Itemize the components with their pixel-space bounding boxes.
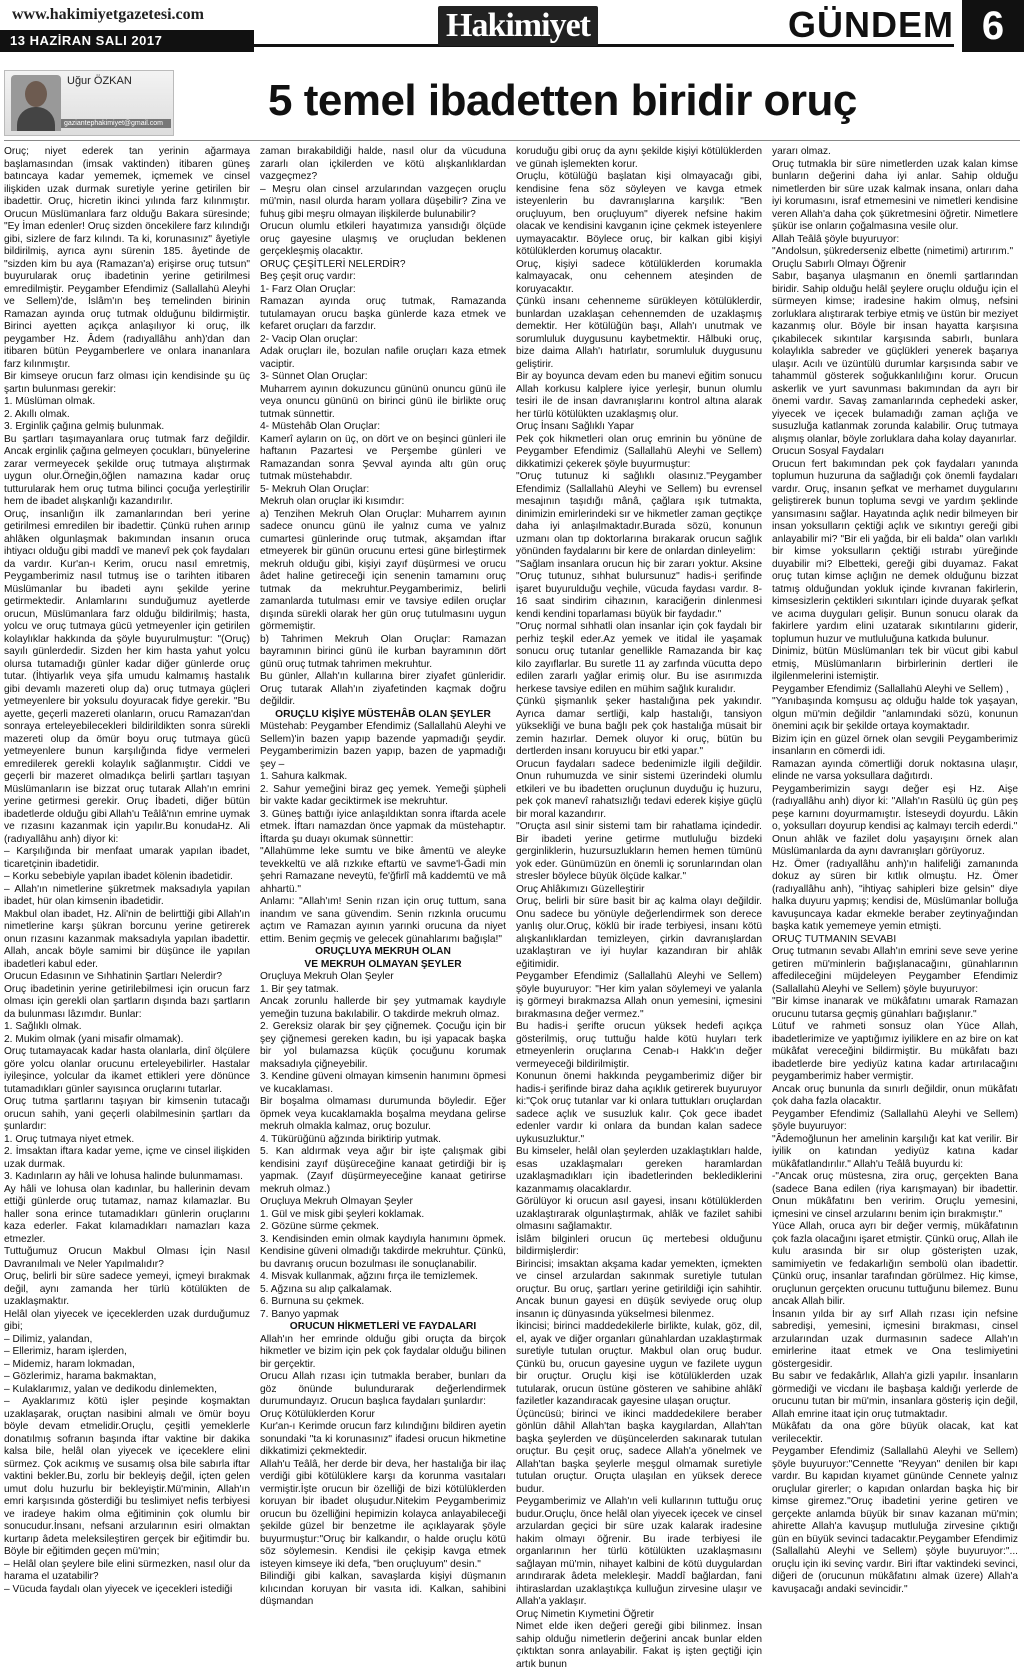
paragraph: ORUÇ TUTMANIN SEVABI	[772, 933, 897, 945]
paragraph: ORUCUN HİKMETLERİ VE FAYDALARI	[289, 1321, 477, 1332]
paragraph: "Sağlam insanlara orucun hiç bir zararı yoktur. Aksine "Oruç tutunuz, sıhhat bulursunuz" hadis-i şerifinde işaret buyurulduğu veçhile, vücuda faydası vardır. 8-16 saat sindirim cihazının, karaciğerin dinlenmesi kendi kendini toparlaması büyük bir faydadır."	[516, 558, 762, 620]
paragraph: Üçüncüsü; birinci ve ikinci maddedekilere beraber gönlün dâhil Allah'tan başka kaygılardan, Allah'tan başka şeylerden ve düşüncelerden sakınarak tutulan oruçtur. Bu çeşit oruç, sadece Allah'a yönelmek ve Allah'tan başka şeylerle meşgul olmamak suretiyle tutulan oruçtur. Oruçta ulaşılan en yüksek derece budur.	[516, 1408, 762, 1495]
paragraph: Orucun Edasının ve Sıhhatinin Şartları Nelerdir?	[4, 971, 223, 982]
paragraph: Orucun faydaları sadece bedenimizle ilgili değildir. Onun ruhumuzda ve sinir sistemi üzerindeki olumlu etkileri ve bu ibadetten oruçlunun duyduğu iç huzuru, pek çok manevî rahatsızlığı tedavi ederek kişiye güçlü bir moral kazandırır.	[516, 758, 762, 820]
article-body	[4, 146, 1020, 1670]
paragraph: 1. Oruç tutmaya niyet etmek.	[4, 1133, 135, 1145]
paragraph: Oruç Kötülüklerden Korur	[260, 1408, 375, 1420]
website-url[interactable]: www.hakimiyetgazetesi.com	[12, 6, 204, 23]
paragraph: 2. İmsaktan iftara kadar yeme, içme ve cinsel ilişkiden uzak durmak.	[4, 1146, 250, 1170]
paragraph: Ramazan ayında oruç tutmak, Ramazanda tutulamayan orucu başka günlerde kaza etmek ve kefaret oruçları da farzdır.	[260, 296, 506, 332]
author-name: Uğur ÖZKAN	[67, 75, 132, 87]
paragraph: 5. Ağzına su alıp çalkalamak.	[260, 1283, 392, 1295]
paragraph: Bir kimseye orucun farz olması için kendisinde şu üç şartın bulunması gerekir:	[4, 371, 250, 395]
paragraph: – Helâl olan şeylere bile elini sürmezken, nasıl olur da harama el uzatabilir?	[4, 1558, 250, 1582]
paragraph: 2. Akıllı olmak.	[4, 408, 70, 420]
paragraph: Hz. Ömer (radıyallâhu anh)'ın halifeliği zamanında dokuz ay süren bir kıtlık olmuştu. Hz. Ömer (radıyallâhu anh), "ihtiyaç sahipleri bize gelsin" diye halka duyuru yapmış; kendisi de, Müslümanlar bolluğa kavuşuncaya kadar ekmekle beraber zeytinyağından başka katık yememeye yemin etmişti.	[772, 858, 1018, 932]
paragraph: Oruç, belirli bir süre sadece yemeyi, içmeyi bırakmak değil, aynı zamanda her türlü kötülükten de uzaklaşmaktır.	[4, 1271, 250, 1307]
paragraph: Bir ay boyunca devam eden bu manevi eğitim sonucu Allah korkusu kalplere iyice yerleşir, bunun olumlu tesiri ile de insan davranışlarını kontrol altına alarak her türlü kötülükten uzaklaşmış olur.	[516, 371, 762, 420]
paragraph: Onun ahlâk ve fazilet dolu yaşayışını örnek alan Müslümanlarda da aynı davranışları görüyoruz.	[772, 833, 1018, 857]
paragraph: Oruç tutmakla bir süre nimetlerden uzak kalan kimse bunların değerini daha iyi anlar. Sahip olduğu nimetlerden bir süre uzak kalmak insana, onları daha iyi korumasını, israf etmemesini ve nimetleri kendisine veren Allah'a daha çok şükretmesini öğretir. Nimetlere şükür ise onların çoğalmasına vesile olur.	[772, 158, 1018, 232]
article-column-1	[4, 146, 250, 1660]
paragraph: Yüce Allah, oruca ayrı bir değer vermiş, mükâfatının çok fazla olacağını işaret etmiştir. Çünkü oruç, Allah ile kulu arasında bir sır olup gösterişten uzak, samimiyetin ve fedakarlığın sembolü olan ibadettir. Çünkü oruç, insanlar tarafından görülmez. Hiç kimse, oruçlunun gerçekten orucunu tuttuğunu bilemez. Bunu ancak Allah bilir.	[772, 1221, 1018, 1307]
paragraph: Birincisi; imsaktan akşama kadar yemekten, içmekten ve cinsel arzulardan sakınmak suretiyle tutulan oruçtur. Bu oruç, şartları yerine getirildiği için sahihtir. Ancak bunun gayesi en düşük seviyede oruç olup insanın iç dünyasında yükselmesi bilenmez.	[516, 1258, 762, 1320]
paragraph: 2. Mukim olmak (yani misafir olmamak).	[4, 1033, 184, 1045]
paragraph: İslâm bilginleri orucun üç mertebesi olduğunu bildirmişlerdir:	[516, 1233, 762, 1257]
paragraph: Ancak oruç bununla da sınırlı değildir, onun mükâfatı çok daha fazla olacaktır.	[772, 1083, 1018, 1107]
paragraph: 1. Müslüman olmak.	[4, 396, 96, 407]
section-name: GÜNDEM	[788, 4, 954, 45]
paragraph: Oruç Ahlâkımızı Güzelleştirir	[516, 883, 645, 895]
paragraph: 3. Kendine güveni olmayan kimsenin hanımını öpmesi ve kucaklaması.	[260, 1071, 506, 1095]
paragraph: Mükâfatı da ona göre büyük olacak, kat kat verilecektir.	[772, 1421, 1018, 1445]
paragraph: Orucu Allah rızası için tutmakla beraber, bunları da göz önünde bulundurarak değerlendirmek durumundayız. Orucun başlıca faydaları şunlardır:	[260, 1371, 506, 1407]
paragraph: Konunun önemi hakkında peygamberimiz diğer bir hadis-i şerifinde biraz daha açıklık getirerek buyuruyor ki:"Çok oruç tutanlar var ki onlara tuttukları oruçlardan sadece açlık ve susuzluk kalır. Çok gece ibadet edenler vardır ki onlara da bundan kalan sadece uykusuzluktur."	[516, 1071, 762, 1145]
title-divider	[4, 140, 1020, 141]
paragraph: a) Tenzihen Mekruh Olan Oruçlar: Muharrem ayının sadece onuncu günü ile yalnız cuma ve yalnız cumartesi günlerinde oruç tutmak, akşamdan iftar etmeyerek bir günün orucunu ertesi güne birleştirmek mekruh olduğu gibi, kişiyi zayıf düşürmesi ve orucu âdet haline getireceği için senenin tamamını oruç tutmak da mekruhtur.Peygamberimiz, belirli zamanlarda tutulması emir ve tavsiye edilen oruçlar dışında sürekli olarak her gün oruç tutulmasını uygun görmemiştir.	[260, 508, 506, 632]
paragraph: Peygamberimizin saygı değer eşi Hz. Aişe (radıyallâhu anh) diyor ki: "Allah'ın Rasülü üç gün peş peşe karnını doyurmamıştır. İsteseydi doyurdu. Lâkin o, yoksulları doyurup kendisi aç kalmayı tercih ederdi."	[772, 783, 1018, 832]
paragraph: Müstehab: Peygamber Efendimiz (Sallallahü Aleyhi ve Sellem)'in bazen yapıp bazende yapmadığı şeydir. Peygamberimizin bazen yapıp, bazen de yapmadığı şey –	[260, 721, 506, 770]
paragraph: Tuttuğumuz Orucun Makbul Olması İçin Nasıl Davranılmalı ve Neler Yapılmalıdır?	[4, 1246, 250, 1270]
paragraph: Peygamber Efendimiz (Sallallahü Aleyhi ve Sellem) şöyle buyuruyor:"Cennette "Reyyan" denilen bir kapı vardır. Bu kapıdan kıyamet gününde Cennete yalnız oruçlular girerler; o kapıdan onlardan başka hiç bir kimse giremez."Oruç ibadetini yerine getiren ve gerçekte anlamda büyük bir sınav kazanan mü'min; ahirette Allah'a kavuşup mutluluğa zirvesine çıktığı gün en büyük sevinci tadacaktır.Peygamber Efendimiz (Sallallahü Aleyhi ve Sellem) şöyle buyuruyor:"... oruçlu için iki sevinç vardır. Biri iftar vaktindeki sevinci, diğeri de (orucunun mükâfatını almak üzere) Allah'a kavuşacağı andaki sevincidir."	[772, 1446, 1018, 1595]
paragraph: Oruç Nimetin Kıymetini Öğretir	[516, 1608, 655, 1620]
paragraph: Ramazan ayında cömertliği doruk noktasına ulaşır, elinde ne varsa yoksullara dağıtırdı.	[772, 758, 1018, 782]
paragraph: Çünkü şişmanlık şeker hastalığına pek yakındır. Ayrıca damar sertliği, kalp hastalığı, tansiyon yüksekliği ve buna bağlı pek çok hastalığa müsait bir zemin hazırlar. Demek oluyor ki oruç, bütün bu dertlerden insanı koruyucu bir etki yapar."	[516, 696, 762, 757]
paragraph: b) Tahrimen Mekruh Olan Oruçlar: Ramazan bayramının birinci günü ile kurban bayramının dört günü oruç tutmak tahrimen mekruhtur.	[260, 633, 506, 670]
paragraph: Kur'an-ı Kerimde orucun farz kılındığını bildiren ayetin sonundaki "ta ki korunasınız" ifadesi orucun hikmetine dikkatimizi çekmektedir.	[260, 1421, 506, 1457]
paragraph: "Oruç tutunuz ki sağlıklı olasınız."Peygamber Efendimiz (Sallallahü Aleyhi ve Sellem) bu evrensel mesajının taşıdığı mânâ, çağlara ışık tutmakta, dinimizin emirlerindeki sır ve hikmetler zaman geçtikçe daha iyi anlaşılmaktadır.Burada sözü, konunun uzmanı olan tıp doktorlarına bırakarak orucun sağlık yönünden faydalarını bir kere de onlardan dinleyelim:	[516, 471, 762, 557]
paragraph: Oruç ibadetinin yerine getirilebilmesi için orucun farz olması için gerekli olan şartların dışında bazı şartların da bulunması lâzımdır. Bunlar:	[4, 983, 250, 1020]
paragraph: Allah Teâlâ şöyle buyuruyor:	[772, 233, 900, 245]
paragraph: Bu kimseler, helâl olan şeylerden uzaklaştıkları halde, esas uzaklaşmaları gereken haramlardan uzaklaşmadıkları için ibadetlerinden beklediklerini kazanmamış olacaklardır.	[516, 1146, 762, 1195]
paragraph: – Allah'ın nimetlerine şükretmek maksadıyla yapılan ibadet, hür olan kimsenin ibadetidir.	[4, 883, 250, 907]
paragraph: 1- Farz Olan Oruçlar:	[260, 283, 356, 295]
paragraph: VE MEKRUH OLMAYAN ŞEYLER	[304, 958, 462, 970]
paragraph: ORUÇLUYA MEKRUH OLAN	[315, 946, 451, 957]
paragraph: 4. Tükürüğünü ağzında biriktirip yutmak.	[260, 1133, 442, 1145]
paragraph: Makbul olan ibadet, Hz. Ali'nin de belirttiği gibi Allah'ın nimetlerine karşı şükran borcunu yerine getirerek onun rızasını kazanmak maksadıyla yapılan ibadettir. Allah, ancak böyle samimi bir düşünce ile yapılan ibadetleri kabul eder.	[4, 908, 250, 970]
paragraph: 2. Gözüne sürme çekmek.	[260, 1221, 379, 1232]
paragraph: Oruç, belirli bir süre basit bir aç kalma olayı değildir. Onu sadece bu yönüyle değerlendirmek son derece yanlış olur.Oruç, köklü bir irade terbiyesi, insanı kötü alışkanlıklardan temizleyen, çirkin davranışlardan uzaklaştıran ve iyi huylar kazandıran bir ahlâk eğitimidir.	[516, 896, 762, 970]
paragraph: 3. Güneş battığı iyice anlaşıldıktan sonra iftarda acele etmek. İftarı namazdan önce yapmak da müstehaptır. İftarda şu duayı okumak sünnettir:	[260, 808, 506, 845]
paragraph: yararı olmaz.	[772, 146, 831, 157]
paragraph: ORUÇLU KİŞİYE MÜSTEHÂB OLAN ŞEYLER	[275, 708, 491, 720]
paragraph: – Kulaklarımız, yalan ve dedikodu dinlemekten,	[4, 1383, 217, 1395]
paragraph: 3. Kendisinden emin olmak kaydıyla hanımını öpmek. Kendisine güveni olmadığı takdirde mekruhtur. Çünkü, bu davranış orucun bozulması ile sonuçlanabilir.	[260, 1233, 506, 1270]
paragraph: 2- Vacip Olan oruçlar:	[260, 333, 358, 345]
paragraph: Peygamber Efendimiz (Sallallahü Aleyhi ve Sellem) şöyle buyuruyor: "Her kim yalan söylemeyi ve yalanla iş görmeyi bırakmazsa Allah onun yemesini, içmesini bırakmasına değer vermez."	[516, 971, 762, 1020]
paragraph: "Oruçta asıl sinir sistemi tam bir rahatlama içindedir. Bir ibadeti yerine getirme mutluluğu bizdeki gerginliklerin, huzursuzlukların hemen hemen tümünü yok eder. Günümüzün en önemli iç sorunlarından olan stresler böylece büyük ölçüde kalkar."	[516, 821, 762, 882]
paragraph: 4. Misvak kullanmak, ağzını fırça ile temizlemek.	[260, 1271, 478, 1282]
paragraph: 3. Kadınların ay hâli ve lohusa halinde bulunmaması.	[4, 1171, 243, 1182]
paragraph: Orucun fert bakımından pek çok faydaları yanında toplumun huzuruna da sağladığı çok önemli faydaları vardır. Oruç, insanın şefkat ve merhamet duygularını geliştirerek bunun topluma sevgi ve yardım şeklinde yansımasını sağlar. Hayatında açlık nedir bilmeyen bir insan yoksulların çektiği açlık ve sıkıntıyı gereği gibi anlayabilir mi? "Bir eli yağda, bir eli balda" olan varlıklı bir kimse yoksulların çektiği ıstırabı yüreğinde duyabilir mi? Elbetteki, gereği gibi duyamaz. Fakat oruç tutan kimse açlığın ne demek olduğunu bizzat tatmış olduğundan yokluk içinde kıvranan fakirlerin, kimsesizlerin çektikleri sıkıntıları içinde duyarak şefkat ve acıma duyguları gelişir. Bunun sonucu olarak da fakirlere yardım elini uzatarak sıkıntılarını giderir, toplumun huzur ve mutluluğuna katkıda bulunur.	[772, 458, 1018, 645]
paragraph: Oruçluya Mekruh Olmayan Şeyler	[260, 1196, 413, 1207]
paragraph: 1. Sahura kalkmak.	[260, 771, 348, 782]
paragraph: Kamerî ayların on üç, on dört ve on beşinci günleri ile haftanın Pazartesi ve Perşembe günleri ve Ramazandan sonra Şevval ayında altı gün oruç tutmak müstehabdır.	[260, 433, 506, 482]
paragraph: Bizim için en güzel örnek olan sevgili Peygamberimiz insanların en cömerdi idi.	[772, 733, 1018, 757]
paragraph: Çünkü insanı cehenneme sürükleyen kötülüklerdir, bunlardan uzaklaşan cehennemden de uzaklaşmış demektir. Her kötülüğün başı, Allah'ı unutmak ve sorumluluk duygusunu kaybetmektir. Hâlbuki oruç, bize daima Allah'ı hatırlatır, sorumluluk duygusunu geliştirir.	[516, 296, 762, 370]
paragraph: Oruçlu, kötülüğü başlatan kişi olmayacağı gibi, kendisine fena söz söyleyen ve kavga etmek isteyenlerin bu davranışlarına karşılık: "Ben oruçluyum, ben oruçluyum" diyerek nefsine hakim olacak ve kendisini kavganın içine çekmek isteyenlere uymayacaktır. Böylece oruç, bir kalkan gibi kişiyi kötülüklerden korumuş olacaktır.	[516, 171, 762, 257]
paragraph: Bu günler, Allah'ın kullarına birer ziyafet günleridir. Oruç tutarak Allah'ın ziyafetinden kaçmak doğru değildir.	[260, 671, 506, 707]
paragraph: 2. Gereksiz olarak bir şey çiğnemek. Çocuğu için bir şey çiğnemesi gereken kadın, bu işi yapacak başka bir yol bulamazsa küçük çocuğunu korumak maksadıyla çiğneyebilir.	[260, 1021, 506, 1070]
paragraph: – Ayaklarımız kötü işler peşinde koşmaktan uzaklaşarak, oruçtan nasibini almalı ve ömür boyu böyle devam etmelidir.Oruçlu, çeşitli yemeklerle donatılmış sofranın başında iftar vaktine bir dakika kalsa bile, helâl olan yiyecek ve içeceklere elini sürmez. Çok acıkmış ve susamış olsa bile sabırla iftar vaktini bekler.Bu, zorlu bir bekleyiş değil, içten gelen umut dolu huzurlu bir bekleyiştir.Mü'minin, Allah'ın emri karşısında gösterdiği bu teslimiyet nefis terbiyesi ve iradeye hakim olma eğitiminin çok olumlu bir sonucudur.İnsanı, nefsani arzularının esiri olmaktan kurtarıp âdeta meleksileştiren gerçek bir eğitimdir bu. Böyle bir eğitimden geçen mü'min;	[4, 1396, 250, 1557]
paragraph: Muharrem ayının dokuzuncu gününü onuncu günü ile veya onuncu gününü on birinci günü ile birlikte oruç tutmak sünnettir.	[260, 383, 506, 420]
paragraph: Mekruh olan oruçlar iki kısımdır:	[260, 496, 405, 507]
paragraph: "Andolsun, şükrederseniz elbette (nimetimi) artırırım."	[772, 246, 1014, 257]
paragraph: – Gözlerimiz, harama bakmaktan,	[4, 1371, 157, 1382]
paragraph: zaman bırakabildiği halde, nasıl olur da vücuduna zararlı olan içkilerden ve kötü alışkanlıklardan vazgeçmez?	[260, 146, 506, 182]
paragraph: Bir boşalma olmaması durumunda böyledir. Eğer öpmek veya kucaklamakla boşalma meydana gelirse mekruh olmakla kalmaz, oruç bozulur.	[260, 1096, 506, 1132]
paragraph: – Ellerimiz, haram işlerden,	[4, 1346, 127, 1357]
paragraph: Bilindiği gibi kalkan, savaşlarda kişiyi düşmanın kılıcından koruyan bir vasıta idi. Kalkan, sahibini düşmandan	[260, 1571, 506, 1607]
paragraph: "Allahümme leke sumtu ve bike âmentü ve aleyke tevekkeltü ve alâ rızkıke eftartü ve savme'l-Ğadi min şehri Ramazane neveytü, fe'ğfirlî mâ kaddemtü ve mâ ahhartü."	[260, 846, 506, 895]
paragraph: koruduğu gibi oruç da aynı şekilde kişiyi kötülüklerden ve günah işlemekten korur.	[516, 146, 762, 170]
author-email[interactable]: gaziantephakimiyet@gmail.com	[61, 119, 171, 128]
paragraph: Orucun olumlu etkileri hayatımıza yansıdığı ölçüde oruç gayesine ulaşmış ve oruçludan beklenen gerçekleşmiş olacaktır.	[260, 221, 506, 257]
issue-date: 13 HAZİRAN SALI 2017	[0, 30, 254, 52]
paragraph: – Vücuda faydalı olan yiyecek ve içecekleri istediği	[4, 1583, 233, 1595]
author-photo	[11, 75, 61, 131]
paragraph: 3- Sünnet Olan Oruçlar:	[260, 371, 368, 382]
paragraph: Peygamber Efendimiz (Sallallahü Aleyhi ve Sellem) ,	[772, 683, 1009, 695]
paragraph: -"Ancak oruç müstesna, zira oruç, gerçekten Bana (sadece Bana edilen (riya karışmayan) bir ibadettir. Onun mükâfatını ben veririm. Oruçlu yemesini, içmesini ve cinsel arzularını benim için bırakmıştır."	[772, 1171, 1018, 1220]
article-title: 5 temel ibadetten biridir oruç	[268, 76, 857, 125]
paragraph: Oruç, insanlığın ilk zamanlarından beri yerine getirilmesi emredilen bir ibadettir. Çünkü ruhen arınıp ahlâken olgunlaşmak bakımından insanın oruca ihtiyacı olduğu gibi maddî ve manevî pek çok faydaları da vardır. Kur'an-ı Kerim, orucu nasıl emretmiş, Peygamberimiz nasıl tutmuş ise o tarihten itibaren Müslümanlar bu ibadeti aynı şekilde yerine getirmektedir. Anlamlarını sunduğumuz ayetlerde orucun, Müslümanlara farz olduğu bildirilmiş; hasta, yolcu ve oruç tutmaya gücü yetmeyenler için getirilen kolaylıklar hakkında da şöyle buyurulmuştur: "(Oruç) sayılı günlerdedir. Sizden her kim hasta yahut yolcu olursa tutamadığı günler kadar diğer günlerde oruç tutar. (İhtiyarlık veya şifa umudu kalmamış hastalık gibi devamlı mazereti olup da) oruç tutmaya güçleri yetmeyenlere bir yoksulu doyuracak fidye gerekir. "Bu ayette, geçerli mazereti olanların, orucu Ramazan'dan sonraya erteleyebilecekleri bildirildikten sonra sürekli mazereti olup da ömür boyu oruç tutmaya gücü yetmeyenlere bunun karşılığında fidye vermeleri emredilerek gerekli kolaylık sağlanmıştır. Ciddi ve geçerli bir mazeret olmadıkça belirli şartları taşıyan Müslümanların ise bizzat oruç tutarak Allah'ın emrini yerine getirmesi gerekir. Oruç İbadeti, diğer bütün ibadetlerde olduğu gibi Allah'u Teâlâ'nın emrine uymak ve rızasını kazanmak için yapılır.Bu konudaHz. Ali (radıyallâhu anh) diyor ki:	[4, 508, 250, 845]
author-box	[4, 70, 174, 136]
paragraph: Bu sabır ve fedakârlık, Allah'a gizli yapılır. İnsanların görmediği ve vicdanı ile başbaşa kaldığı yerlerde de orucunu tutan bir mü'min, insanlara gösteriş için değil, Allah emrine itaat için oruç tutmaktadır.	[772, 1371, 1018, 1420]
paragraph: "Oruç normal sıhhatli olan insanlar için çok faydalı bir perhiz teşkil eder.Az yemek ve itidal ile yaşamak sonucu oruç tutanlar genellikle Ramazanda bir kaç kilo zayıflarlar. Bu suretle 11 ay zarfında vücutta depo edilen zararlı yağlar erimiş olur. Bu ise asırımızda herkese tavsiye edilen en mühim sağlık kuralıdır.	[516, 621, 762, 695]
paragraph: Allah'u Teâlâ, her derde bir deva, her hastalığa bir ilaç verdiği gibi kötülüklere karşı da korunma vasıtaları vermiştir.İşte orucun bir özelliği de bizi kötülüklerden koruyan bir ibadet oluşudur.Nitekim Peygamberimiz orucun bu özelliğini hepimizin kolayca anlayabileceği şekilde güzel bir benzetme ile açıklayarak şöyle buyurmuştur:"Oruç bir kalkandır, o halde oruçlu kötü söz söylemesin. Kendisi ile çekişip kavga etmek isteyen kimseye iki defa, "ben oruçluyum" desin."	[260, 1458, 506, 1570]
paragraph: Peygamberimiz ve Allah'ın veli kullarının tuttuğu oruç budur.Oruçlu, önce helâl olan yiyecek içecek ve cinsel arzulardan geçici bir süre uzak kalarak iradesine hakim olmayı öğrenir. Bu irade terbiyesi ile organlarının her türlü kötülükten uzaklaşmasını sağlayan mü'min, nihayet kalbini de kötü duygulardan arındırarak âdeta melekleşir. Maddî bağlardan, fani ihtiraslardan uzaklaştıkça kulluğun zirvesine ulaşır ve Allah'a yaklaşır.	[516, 1496, 762, 1607]
paragraph: Orucun Sosyal Faydaları	[772, 446, 885, 457]
paragraph: Oruç, kişiyi sadece kötülüklerden korumakla kalmayacak, onu cehennem ateşinden de koruyacaktır.	[516, 258, 762, 295]
paragraph: İkincisi; birinci maddedekilerle birlikte, kulak, göz, dil, el, ayak ve diğer organları günahlardan uzaklaştırmak suretiyle tutulan oruçtur. Makbul olan oruç budur. Çünkü bu, orucun gayesine uygun ve fazilete uygun bir oruçtur. Oruçlu kişi ise kötülüklerden uzak tutularak, orucun üstüne gösteren ve sahibine ahlâkî faziletler kazandıracak gayesine ulaşan oruçtur.	[516, 1321, 762, 1407]
paragraph: 6. Burnuna su çekmek.	[260, 1296, 365, 1307]
article-column-4	[772, 146, 1018, 1660]
paragraph: Adak oruçları ile, bozulan nafile oruçları kaza etmek vaciptir.	[260, 346, 506, 370]
paragraph: Peygamber Efendimiz (Sallallahü Aleyhi ve Sellem) şöyle buyuruyor:	[772, 1108, 1018, 1132]
paragraph: 4- Müstehâb Olan Oruçlar:	[260, 421, 381, 432]
paragraph: Lütuf ve rahmeti sonsuz olan Yüce Allah, ibadetlerimize ve yaptığımız iyiliklere en az bire on kat mükâfat vereceğini bildirmiştir. Bu mükâfatı bazı ibadetlerde bire yediyüz katına kadar artırılacağını peygamberimiz haber vermiştir.	[772, 1021, 1018, 1082]
paragraph: Bu hadis-i şerifte orucun yüksek hedefi açıkça gösterilmiş, oruç tuttuğu halde kötü huyları terk etmeyenlerin oruçlarına Cenab-ı Hakk'ın değer vermeyeceği bildirilmiştir.	[516, 1021, 762, 1070]
paragraph: Görülüyor ki orucun asıl gayesi, insanı kötülüklerden uzaklaştırarak olgunlaştırmak, ahlâk ve fazilet sahibi olmasını sağlamaktır.	[516, 1196, 762, 1232]
paragraph: 1. Gül ve misk gibi şeyleri koklamak.	[260, 1208, 425, 1220]
paragraph: Anlamı: "Allah'ım! Senin rızan için oruç tuttum, sana inandım ve sana güvendim. Senin rızkınla orucumu açtım ve Ramazan ayının yarınki orucuna da niyet ettim. Benim geçmiş ve gelecek günahlarımı bağışla!"	[260, 896, 506, 945]
paragraph: Beş çeşit oruç vardır:	[260, 271, 356, 282]
paragraph: "Yanıbaşında komşusu aç olduğu halde tok yaşayan, olgun mü'min değildir "anlamındaki sözü, konunun önemini açık bir şekilde ortaya koymaktadır.	[772, 696, 1018, 732]
paragraph: Helâl olan yiyecek ve içeceklerden uzak durduğumuz gibi;	[4, 1308, 250, 1332]
paragraph: Sabır, başanya ulaşmanın en önemli şartlarından biridir. Sahip olduğu helâl şeylere oruçlu olduğu için el sürmeyen kimse; iradesine hakim olmuş, nefsini zorluklara alıştırarak terbiye etmiş ve üstün bir meziyet kazanmış olur. Böyle bir insan hayatta karşısına çıkabilecek sıkıntılar karşısında sabırlı, bunlara kolaylıkla sabreder ve güçlükleri yenerek başarıya ulaşır. Acılı ve üzüntülü durumlar karşısında sabır ve tahammül gösterek soğukkanlılığını korur. Orucun askerlik ve yurt savunması bakımından da ayrı bir önemi vardır. Savaş zamanlarında cephedeki asker, yiyecek ve içecek bulamadığı zaman açlığa ve susuzluğa katlanmak zorunda kalabilir. Oruç tutmaya alışmış olanlar, böyle zorluklara daha kolay dayanırlar.	[772, 271, 1018, 445]
paragraph: Ancak zorunlu hallerde bir şey yutmamak kaydıyle yemeğin tuzuna bakılabilir. O takdirde mekruh olmaz.	[260, 996, 506, 1020]
paragraph: "Bir kimse inanarak ve mükâfatını umarak Ramazan orucunu tutarsa geçmiş günahları bağışlanır."	[772, 996, 1018, 1020]
article-column-2	[260, 146, 506, 1660]
paragraph: Oruç tutamayacak kadar hasta olanlarla, dinî ölçülere göre yolcu olanlar orucunu erteleyebilirler. Hastalar iyileşince, yolcular da ikamet ettikleri yere dönünce tutamadıkları günler sayısınca oruçlarını tutarlar.	[4, 1046, 250, 1095]
paragraph: 5. Kan aldırmak veya ağır bir işte çalışmak gibi kendisini zayıf düşüreceğine kanaat getirdiği bir iş yapmak. (Zayıf düşürmeyeceğine kanaat getirirse mekruh olmaz.)	[260, 1146, 506, 1195]
paragraph: 3. Erginlik çağına gelmiş bulunmak.	[4, 421, 165, 432]
paragraph: Oruç tutmanın sevabı Allah'ın emrini seve seve yerine getiren mü'minlerin bağışlanacağını, günahlarının affedileceğini müjdeleyen Peygamber Efendimiz (Sallallahü Aleyhi ve Sellem) şöyle buyuruyor:	[772, 946, 1018, 995]
paragraph: – Korku sebebiyle yapılan ibadet kölenin ibadetidir.	[4, 871, 233, 882]
paragraph: Allah'ın her emrinde olduğu gibi oruçta da birçok hikmetler ve bizim için pek çok faydalar olduğu bilinen bir gerçektir.	[260, 1333, 506, 1370]
paragraph: ORUÇ ÇEŞİTLERİ NELERDİR?	[260, 258, 406, 270]
paragraph: – Karşılığında bir menfaat umarak yapılan ibadet, ticaretçinin ibadetidir.	[4, 846, 250, 870]
article-column-3	[516, 146, 762, 1670]
paragraph: Dinimiz, bütün Müslümanları tek bir vücut gibi kabul etmiş, Müslümanların birbirlerinin dertleri ile ilgilenmelerini istemiştir.	[772, 646, 1018, 682]
paragraph: Oruçluya Mekruh Olan Şeyler	[260, 971, 394, 982]
paragraph: 5- Mekruh Olan Oruçlar:	[260, 483, 370, 495]
paragraph: – Midemiz, haram lokmadan,	[4, 1358, 135, 1370]
page-header	[0, 0, 1024, 56]
paragraph: Oruç İnsanı Sağlıklı Yapar	[516, 421, 634, 432]
paragraph: Pek çok hikmetleri olan oruç emrinin bu yönüne de Peygamber Efendimiz (Sallallahü Aleyhi ve Sellem) dikkatimizi çekerek şöyle buyurmuştur:	[516, 433, 762, 470]
paragraph: 2. Sahur yemeğini biraz geç yemek. Yemeği şüpheli bir vakte kadar geciktirmek ise mekruhtur.	[260, 783, 506, 807]
paragraph: "Âdemoğlunun her amelinin karşılığı kat kat verilir. Bir iyilik on katından yediyüz katına kadar mükâfatlandırılır." Allah'u Teâlâ buyurdu ki:	[772, 1133, 1018, 1170]
paragraph: Oruç; niyet ederek tan yerinin ağarmaya başlamasından (imsak vaktinden) itibaren güneş batıncaya kadar yememek, içmemek ve cinsel ilişkiden uzak durmak suretiyle yerine getirilen bir ibadettir. Oruç, hicretin ikinci yılında farz kılınmıştır. Orucun Müslümanlara farz olduğu Bakara süresinde; "Ey İman edenler! Oruç sizden öncekilere farz kılındığı gibi, sizlere de farz kılındı. Ta ki, korunasınız" âyetiyle bildirilmiş, ayrıca aynı sürenin 185. âyetinde de "sizden kim bu aya (Ramazan'a) erişirse oruç tutsun" buyurularak oruç ibadetinin yerine getirilmesi emredilmiştir. Peygamber Efendimiz (Sallallahü Aleyhi ve Sellem)'de, İslâm'ın beş temelinden birinin Ramazan ayında oruç tutmak olduğunu bildirmiştir. Birinci ayetten açıkça anlaşılıyor ki oruç, ilk peygamber Hz. Âdem (radıyallâhu anh)'dan dan itibaren bütün Peygamberlere ve onlara inananlara farz kılınmıştır.	[4, 146, 250, 370]
newspaper-logo: Hakimiyet	[438, 6, 598, 46]
paragraph: – Meşru olan cinsel arzularından vazgeçen oruçlu mü'min, nasıl olurda haram yollara düşebilir? Zina ve fuhuş gibi meşru olmayan ilişkilerde bulunabilir?	[260, 183, 506, 220]
paragraph: – Dilimiz, yalandan,	[4, 1333, 93, 1345]
paragraph: Oruç tutma şartlarını taşıyan bir kimsenin tutacağı orucun sahih, yani geçerli olabilmesinin şartları da şunlardır:	[4, 1096, 250, 1132]
paragraph: Ay hâli ve lohusa olan kadınlar, bu hallerinin devam ettiği günlerde oruç tutamaz, namaz kılamazlar. Bu haller sona erince tutamadıkları günlerin oruçlarını kaza ederler. Fakat kılamadıkları namazları kaza etmezler.	[4, 1183, 250, 1245]
paragraph: Bu şartları taşımayanlara oruç tutmak farz değildir. Ancak erginlik çağına gelmeyen çocukları, bünyelerine zarar vermeyecek şekilde oruç tutmaya alıştırmak uygun olur.Örneğin,öğlen namazına kadar oruç tutturularak hem oruç tutma bilinci çocuğa yerleştirilir hem de ibadet alışkanlığı kazandırılır.	[4, 433, 250, 507]
paragraph: Oruçlu Sabırlı Olmayı Öğrenir	[772, 258, 907, 270]
paragraph: 1. Sağlıklı olmak.	[4, 1021, 82, 1032]
paragraph: İnsanın yılda bir ay sırf Allah rızası için nefsine sabredişi, yemesini, içmesini bırakması, cinsel arzularından uzak durmasının sadece Allah'ın emirlerine itaat etmek ve Ona teslimiyetini göstergesidir.	[772, 1308, 1018, 1370]
paragraph: 7. Banyo yapmak	[260, 1308, 339, 1320]
paragraph: Nimet elde iken değeri gereği gibi bilinmez. İnsan sahip olduğu nimetlerin değerini ancak bunlar elden çıktıktan sonra anlayabilir. Fakat iş işten geçtiği için artık bunun	[516, 1621, 762, 1670]
page-number: 6	[962, 0, 1024, 52]
paragraph: 1. Bir şey tatmak.	[260, 983, 339, 995]
